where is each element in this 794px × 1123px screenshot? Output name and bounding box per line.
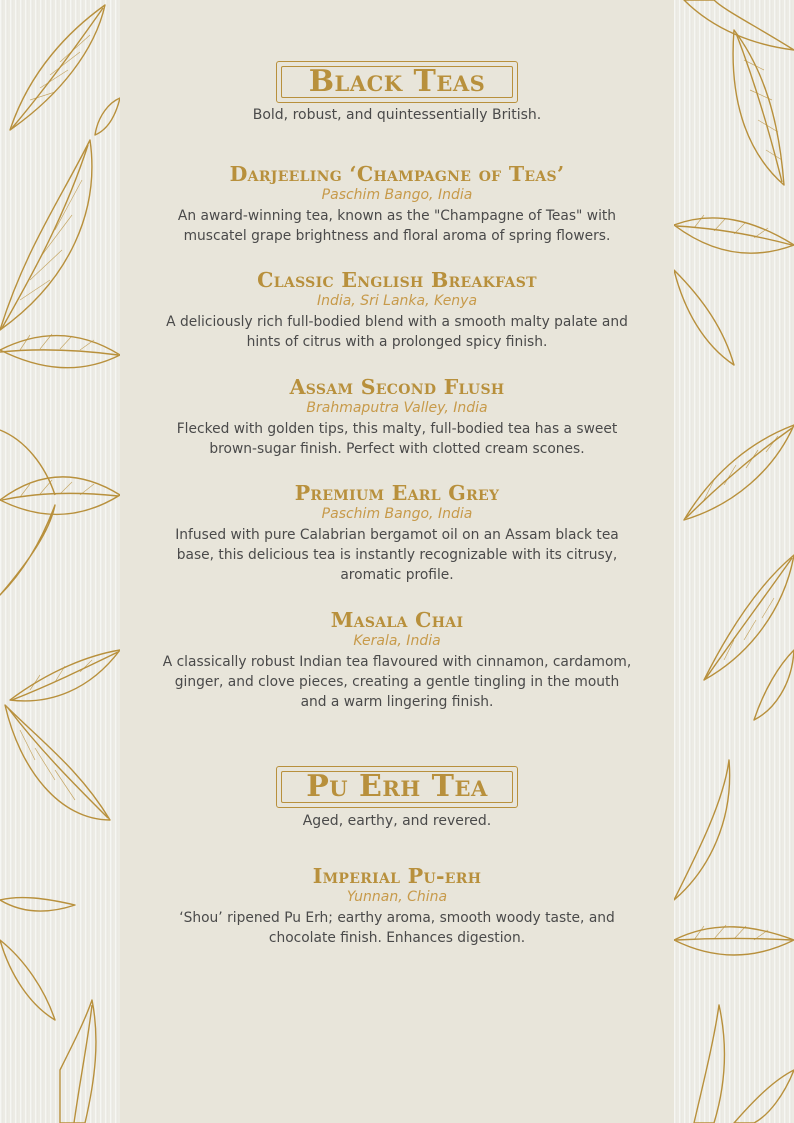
menu-item [160,607,634,712]
tea-description: A classically robust Indian tea flavoured with cinnamon, cardamom, ginger, and clove pieces, creating a gentle tingling in the mouth and a warm lingering finish. [162,654,632,710]
tea-origin: Paschim Bango, India [321,187,473,203]
section-title-box [276,766,518,808]
section-title-box [276,61,518,103]
leaf-pattern-right [674,0,794,1123]
menu-item [160,863,634,948]
tea-name: Masala Chai [330,608,464,632]
section-tagline: Aged, earthy, and revered. [302,813,492,829]
tea-description: Infused with pure Calabrian bergamot oil on an Assam black tea base, this delicious tea is instantly recognizable with its citrusy, aromatic profile. [175,527,619,583]
tea-origin: Paschim Bango, India [321,506,473,522]
menu-item [160,480,634,585]
section-tagline: Bold, robust, and quintessentially British. [252,107,542,123]
tea-description: Flecked with golden tips, this malty, full-bodied tea has a sweet brown-sugar finish. Perfect with clotted cream scones. [176,421,618,457]
right-leaf-panel [674,0,794,1123]
tea-origin: Kerala, India [353,633,441,649]
left-leaf-panel [0,0,120,1123]
tea-origin: Brahmaputra Valley, India [306,400,488,416]
tea-name: Premium Earl Grey [294,481,500,505]
leaf-pattern-left [0,0,120,1123]
tea-name: Assam Second Flush [289,375,505,399]
menu-item [160,374,634,459]
tea-description: A deliciously rich full-bodied blend with a smooth malty palate and hints of citrus with a prolonged spicy finish. [166,314,628,350]
menu-item [160,161,634,246]
tea-name: Darjeeling ‘Champagne of Teas’ [229,162,565,186]
tea-name: Imperial Pu-erh [312,864,482,888]
tea-origin: India, Sri Lanka, Kenya [316,293,478,309]
section-title: Pu Erh Tea [306,769,488,804]
menu-item [160,267,634,352]
section-title: Black Teas [308,64,486,99]
tea-origin: Yunnan, China [346,889,448,905]
tea-description: ‘Shou’ ripened Pu Erh; earthy aroma, smooth woody taste, and chocolate finish. Enhances digestion. [179,910,615,946]
tea-name: Classic English Breakfast [257,268,537,292]
tea-description: An award-winning tea, known as the "Champagne of Teas" with muscatel grape brightness and floral aroma of spring flowers. [177,208,617,244]
